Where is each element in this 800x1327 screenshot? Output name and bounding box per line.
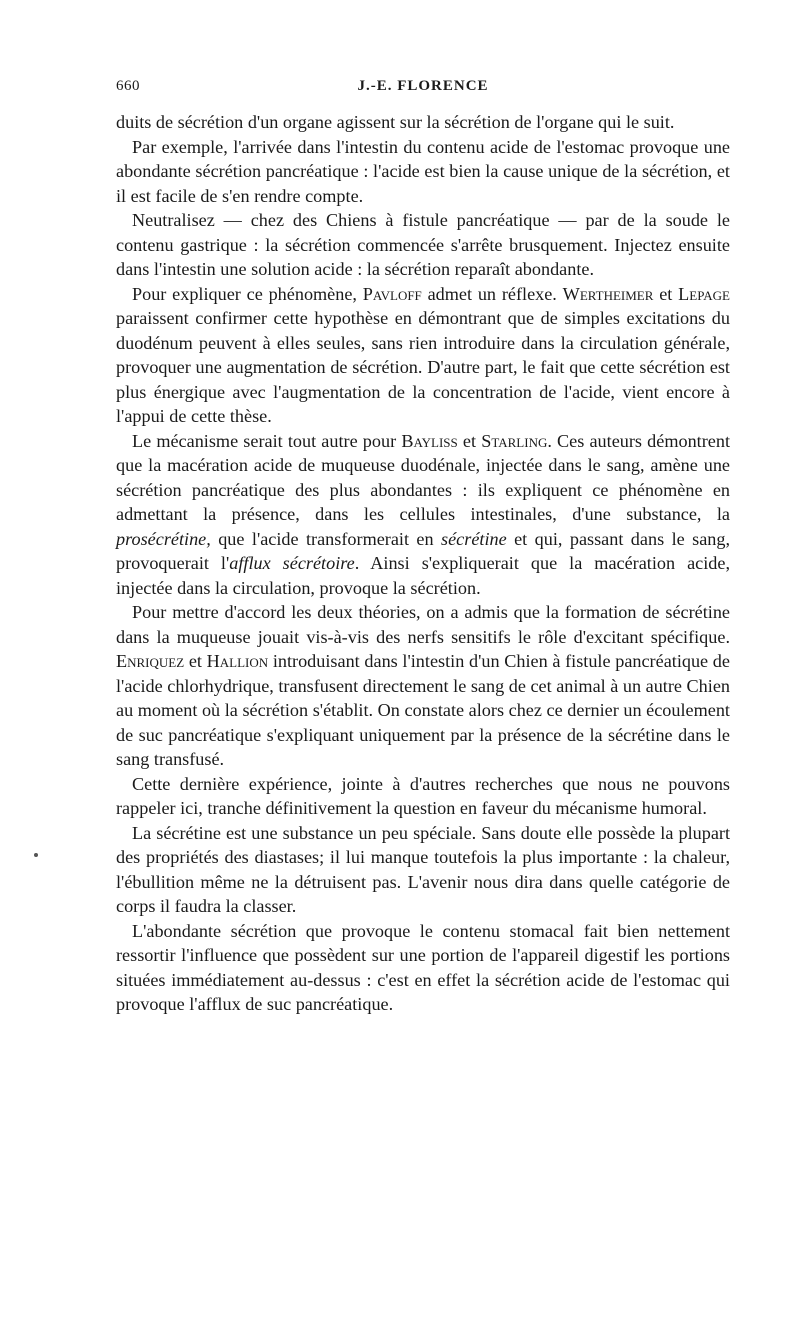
author-name: Starling (481, 430, 548, 451)
paragraph (116, 919, 730, 1017)
author-name: Bayliss (401, 430, 458, 451)
running-title: J.-E. FLORENCE (357, 78, 489, 94)
paragraph (116, 208, 730, 282)
paragraph (116, 135, 730, 209)
book-page (116, 78, 730, 1017)
paragraph-text: La sécrétine est une substance un peu spéciale. Sans doute elle possède la plupart des propriétés des diastases; il lui manque toutefois la plus importante : la chaleur, l'ébullition même ne la détruisent pas. L'avenir nous dira dans quelle catégorie de corps il faudra la classer. (116, 822, 730, 916)
author-name: Pavloff (362, 283, 422, 304)
paragraph-text: Par exemple, l'arrivée dans l'intestin du contenu acide de l'estomac provoque une abondante sécrétion pancréatique : l'acide est bien la cause unique de la sécrétion, et il est facile de s'en rendre compte. (116, 136, 730, 206)
text-run: Le mécanisme serait tout autre pour (132, 430, 402, 451)
text-run: et qui, passant dans le sang, provoquerait l' (116, 528, 730, 573)
paragraph-text: Neutralisez — chez des Chiens à fistule pancréatique — par de la soude le contenu gastrique : la sécrétion commencée s'arrête brusquement. Injectez ensuite dans l'intestin une solution acide : la sécrétion reparaît abondante. (116, 210, 730, 279)
author-name: Wertheimer (562, 283, 654, 304)
text-run: et (457, 430, 482, 451)
paragraph (116, 821, 730, 919)
body-text (116, 110, 730, 1017)
italic-term: afflux sécrétoire (229, 553, 355, 573)
italic-term: sécrétine (441, 528, 507, 549)
author-name: Enriquez (116, 651, 185, 671)
margin-mark (34, 853, 38, 857)
text-run: et (184, 651, 207, 671)
text-run: Pour mettre d'accord les deux théories, on a admis que la formation de sécrétine dans la muqueuse jouait vis-à-vis des nerfs sensitifs le rôle d'excitant spécifique. (116, 602, 730, 647)
paragraph (116, 429, 730, 601)
page-number: 660 (116, 78, 140, 94)
italic-term: prosécrétine, (116, 528, 211, 549)
paragraph-text: L'abondante sécrétion que provoque le contenu stomacal fait bien nettement ressortir l'influence que possèdent sur une portion de l'appareil digestif les portions situées immédiatement au-dessus : c'est en effet la sécrétion acide de l'estomac qui provoque l'afflux de suc pancréatique. (116, 920, 730, 1014)
paragraph-continuation (116, 110, 730, 135)
text-run: que l'acide transformerait en (210, 528, 442, 549)
text-run: paraissent confirmer cette hypothèse en démontrant que de simples excitations du duodénum peuvent à elles seules, sans rien introduire dans la circulation générale, provoquer une augmentation de sécrétion. D'autre part, le fait que cette sécrétion est plus énergique avec l'augmentation de la concentration de l'acide, vient encore à l'appui de cette thèse. (116, 308, 730, 426)
text-run: Pour expliquer ce phénomène, (132, 283, 363, 304)
paragraph (116, 282, 730, 429)
text-run: et (653, 283, 679, 304)
text-run: . Ainsi s'expliquerait que la macération acide, injectée dans la circulation, provoque la sécrétion. (116, 553, 730, 598)
paragraph (116, 772, 730, 821)
running-head (116, 78, 730, 104)
text-run: introduisant dans l'intestin d'un Chien à fistule pancréatique de l'acide chlorhydrique, transfusent directement le sang de cet animal à un autre Chien au moment où la sécrétion s'établit. On constate alors chez ce dernier un écoulement de suc pancréatique s'expliquant uniquement par la présence de la sécrétine dans le sang transfusé. (116, 651, 730, 769)
text-run: . Ces auteurs démontrent que la macération acide de muqueuse duodénale, injectée dans le sang, amène une sécrétion pancréatique des plus abondantes : ils expliquent ce phénomène en admettant la présence, dans les cellules intestinales, d'une substance, la (116, 430, 730, 524)
author-name: Hallion (206, 651, 269, 671)
paragraph-text: duits de sécrétion d'un organe agissent sur la sécrétion de l'organe qui le suit. (116, 112, 675, 132)
text-run: admet un réflexe. (421, 283, 563, 304)
paragraph (116, 600, 730, 772)
paragraph-text: Cette dernière expérience, jointe à d'autres recherches que nous ne pouvons rappeler ici, tranche définitivement la question en faveur du mécanisme humoral. (116, 773, 730, 818)
author-name: Lepage (678, 283, 730, 304)
